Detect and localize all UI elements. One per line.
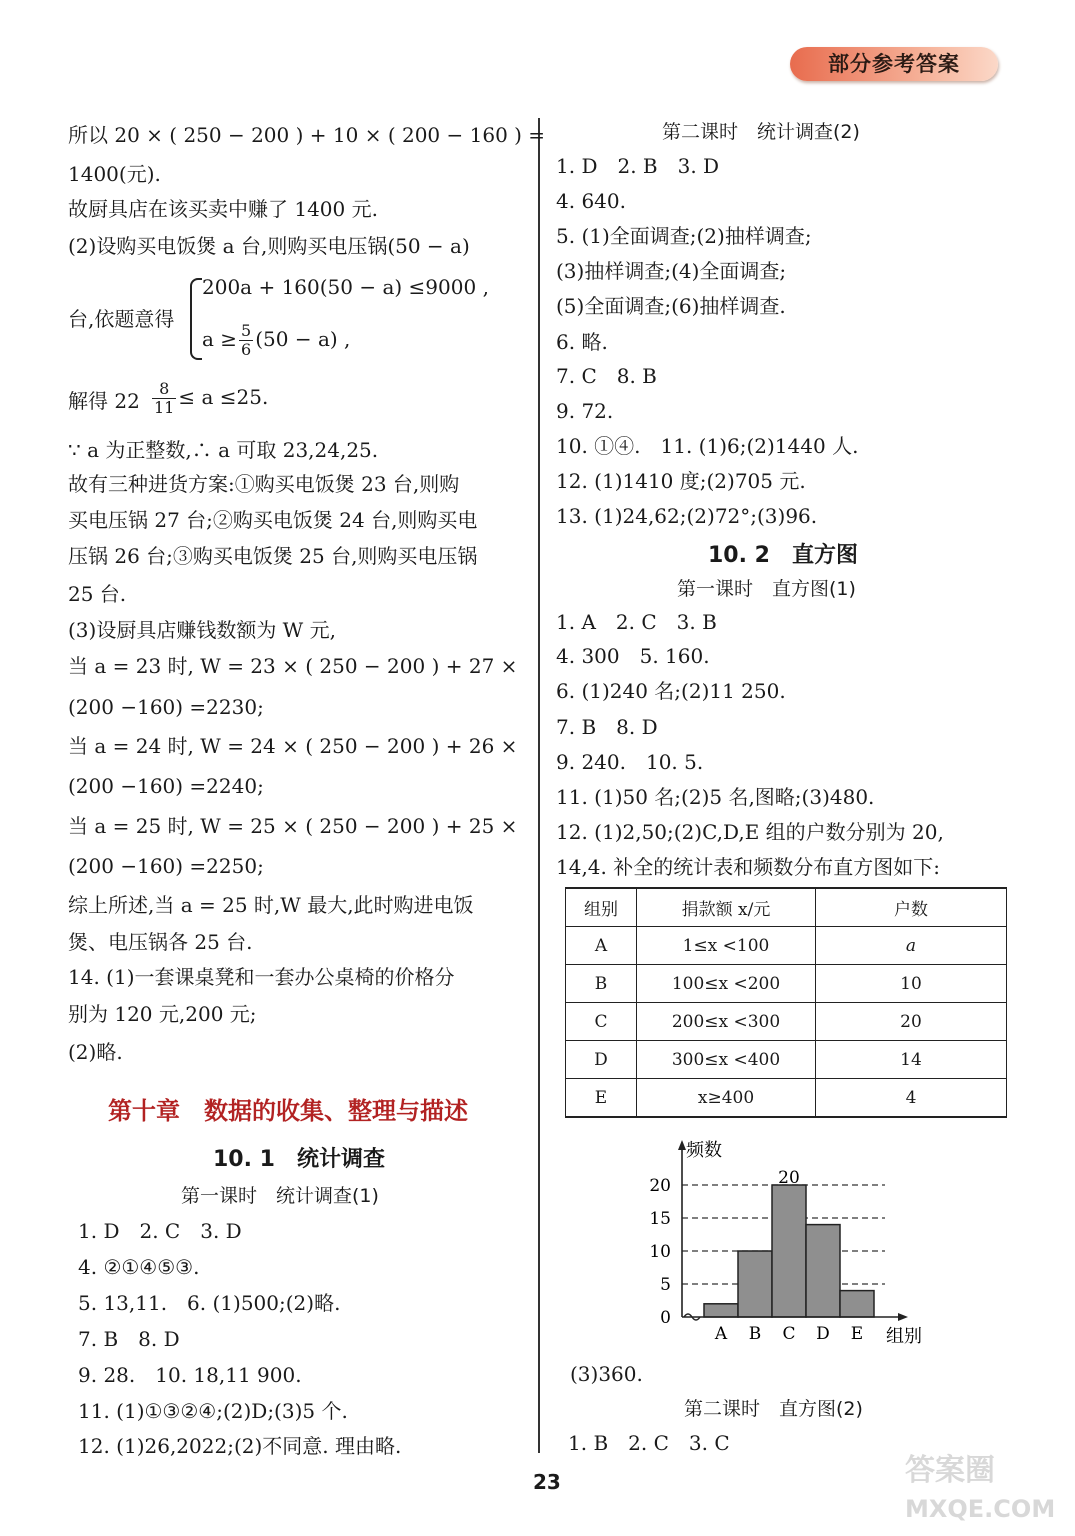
text-line: 所以 20 × ( 250 − 200 ) + 10 × ( 200 − 160 ) = xyxy=(68,123,546,147)
brace-line2-prefix: a ≥ xyxy=(202,327,238,351)
text-line: (2)设购买电饭煲 a 台,则购买电压锅(50 − a) xyxy=(68,234,470,258)
text-line: 9. 72. xyxy=(556,399,614,423)
text-line: 11. (1)50 名;(2)5 名,图略;(3)480. xyxy=(556,785,875,809)
fraction-denominator: 6 xyxy=(241,340,252,359)
text-line: (5)全面调查;(6)抽样调查. xyxy=(556,294,786,318)
header-tab-label: 部分参考答案 xyxy=(828,52,960,76)
text-line: (3)设厨具店赚钱数额为 W 元, xyxy=(68,618,336,642)
text-line: 综上所述,当 a = 25 时,W 最大,此时购进电饭 xyxy=(68,893,474,917)
text-line: 200a + 160(50 − a) ≤9000 , xyxy=(202,275,489,299)
y-axis-label: 频数 xyxy=(686,1140,722,1161)
table-cell: 10 xyxy=(816,965,1007,1003)
text-line: 煲、电压锅各 25 台. xyxy=(68,930,253,954)
section-10-2-title: 10. 2 直方图 xyxy=(708,543,858,568)
text-line: 当 a = 23 时, W = 23 × ( 250 − 200 ) + 27 × xyxy=(68,654,518,678)
table-cell: B xyxy=(566,965,637,1003)
x-tick-label: B xyxy=(748,1324,762,1344)
table-cell: x≥400 xyxy=(637,1079,816,1118)
text-line: 11. (1)①③②④;(2)D;(3)5 个. xyxy=(78,1399,348,1423)
header-tab xyxy=(790,47,998,81)
watermark-url: MXQE.COM xyxy=(905,1495,1056,1523)
histogram-bar xyxy=(772,1185,806,1317)
subsection-10-1-2-title: 第二课时 统计调查(2) xyxy=(662,121,860,143)
text-line: 压锅 26 台;③购买电饭煲 25 台,则购买电压锅 xyxy=(68,544,478,568)
x-tick-label: D xyxy=(816,1324,830,1344)
text-line: 5. (1)全面调查;(2)抽样调查; xyxy=(556,224,812,248)
text-line: 1. A 2. C 3. B xyxy=(556,610,717,634)
chapter-title: 第十章 数据的收集、整理与描述 xyxy=(108,1097,468,1125)
answer-3-360: (3)360. xyxy=(570,1362,643,1386)
table-cell: C xyxy=(566,1003,637,1041)
frequency-table xyxy=(565,887,1007,1118)
histogram-bar xyxy=(840,1291,874,1317)
text-line: 6. (1)240 名;(2)11 250. xyxy=(556,679,786,703)
x-tick-label: A xyxy=(714,1324,728,1344)
subsection-10-2-1-title: 第一课时 直方图(1) xyxy=(677,578,856,600)
text-line: 当 a = 25 时, W = 25 × ( 250 − 200 ) + 25 × xyxy=(68,814,518,838)
text-line: (200 −160) =2240; xyxy=(68,774,264,798)
text-line: 9. 240. 10. 5. xyxy=(556,750,704,774)
text-line: 别为 120 元,200 元; xyxy=(68,1002,257,1026)
fraction-5-6 xyxy=(239,322,253,359)
text-line: 解得 22 xyxy=(68,389,140,413)
text-line: (2)略. xyxy=(68,1040,123,1064)
y-tick-label: 20 xyxy=(649,1176,671,1196)
y-tick-label: 5 xyxy=(660,1275,671,1295)
subsection-10-2-2-title: 第二课时 直方图(2) xyxy=(684,1398,863,1420)
text-line: 故有三种进货方案:①购买电饭煲 23 台,则购 xyxy=(68,472,460,496)
table-cell: 14 xyxy=(816,1041,1007,1079)
table-cell: 1≤x <100 xyxy=(637,927,816,965)
watermark-logo: 答案圈 xyxy=(905,1453,995,1488)
text-line: 买电压锅 27 台;②购买电饭煲 24 台,则购买电 xyxy=(68,508,478,532)
text-line: 12. (1)26,2022;(2)不同意. 理由略. xyxy=(78,1434,402,1458)
text-line: (200 −160) =2230; xyxy=(68,695,264,719)
table-cell: 300≤x <400 xyxy=(637,1041,816,1079)
fraction-8-11 xyxy=(152,380,176,417)
text-line: 1. D 2. C 3. D xyxy=(78,1219,242,1243)
table-header: 捐款额 x/元 xyxy=(637,888,816,927)
histogram-bar xyxy=(806,1225,840,1317)
text-line: 7. B 8. D xyxy=(78,1327,180,1351)
text-line: 7. C 8. B xyxy=(556,364,657,388)
text-line: 14. (1)一套课桌凳和一套办公桌椅的价格分 xyxy=(68,965,455,989)
x-tick-label: C xyxy=(782,1324,796,1344)
table-row xyxy=(566,1079,1007,1118)
answer-line: 1. B 2. C 3. C xyxy=(568,1431,730,1455)
histogram-bar xyxy=(738,1251,772,1317)
y-axis-arrow xyxy=(678,1140,686,1150)
brace-line2-suffix: (50 − a) , xyxy=(255,327,351,351)
table-row xyxy=(566,1041,1007,1079)
column-divider xyxy=(538,118,540,1453)
bar-data-label: 20 xyxy=(778,1168,800,1188)
table-cell: 200≤x <300 xyxy=(637,1003,816,1041)
text-line: 1. D 2. B 3. D xyxy=(556,154,720,178)
table-cell: A xyxy=(566,927,637,965)
text-line: 台,依题意得 xyxy=(68,307,175,331)
solve-fraction-suffix: ≤ a ≤25. xyxy=(178,385,269,409)
text-line: 14,4. 补全的统计表和频数分布直方图如下: xyxy=(556,855,940,879)
table-header-row xyxy=(566,888,1007,927)
table-header: 组别 xyxy=(566,888,637,927)
y-tick-label: 15 xyxy=(649,1209,671,1229)
table-row xyxy=(566,927,1007,965)
text-line: 1400(元). xyxy=(68,162,161,186)
page-number: 23 xyxy=(533,1470,561,1494)
section-10-1-title: 10. 1 统计调查 xyxy=(213,1147,385,1172)
x-axis-arrow xyxy=(898,1313,908,1321)
fraction-denominator: 11 xyxy=(154,398,175,417)
histogram-bar xyxy=(704,1304,738,1317)
table-cell: D xyxy=(566,1041,637,1079)
x-axis-label: 组别 xyxy=(886,1326,922,1347)
text-line: 当 a = 24 时, W = 24 × ( 250 − 200 ) + 26 × xyxy=(68,734,518,758)
fraction-numerator: 5 xyxy=(241,321,252,340)
histogram-chart xyxy=(640,1132,940,1357)
text-line: (3)抽样调查;(4)全面调查; xyxy=(556,259,787,283)
table-cell: 20 xyxy=(816,1003,1007,1041)
subsection-10-1-1-title: 第一课时 统计调查(1) xyxy=(181,1185,379,1207)
table-header: 户数 xyxy=(816,888,1007,927)
text-line: 12. (1)2,50;(2)C,D,E 组的户数分别为 20, xyxy=(556,820,944,844)
text-line: 9. 28. 10. 18,11 900. xyxy=(78,1363,302,1387)
table-cell: 100≤x <200 xyxy=(637,965,816,1003)
text-line: 故厨具店在该买卖中赚了 1400 元. xyxy=(68,197,378,221)
fraction-numerator: 8 xyxy=(152,380,176,399)
text-line: 7. B 8. D xyxy=(556,715,658,739)
text-line: 12. (1)1410 度;(2)705 元. xyxy=(556,469,806,493)
text-line: (200 −160) =2250; xyxy=(68,854,264,878)
table-cell: a xyxy=(816,927,1007,965)
text-line: 4. 640. xyxy=(556,189,626,213)
text-line: 13. (1)24,62;(2)72°;(3)96. xyxy=(556,504,818,528)
text-line: 4. 300 5. 160. xyxy=(556,644,710,668)
y-tick-label: 0 xyxy=(660,1308,671,1328)
solve-fraction-line xyxy=(150,380,268,417)
text-line: 10. ①④. 11. (1)6;(2)1440 人. xyxy=(556,434,859,458)
system-brace xyxy=(190,278,202,360)
table-cell: 4 xyxy=(816,1079,1007,1118)
table-row xyxy=(566,965,1007,1003)
text-line: 4. ②①④⑤③. xyxy=(78,1255,200,1279)
x-tick-label: E xyxy=(850,1324,864,1344)
brace-second-line xyxy=(202,322,350,359)
y-tick-label: 10 xyxy=(649,1242,671,1262)
text-line: 6. 略. xyxy=(556,330,608,354)
table-row xyxy=(566,1003,1007,1041)
text-line: 5. 13,11. 6. (1)500;(2)略. xyxy=(78,1291,341,1315)
text-line: 25 台. xyxy=(68,582,127,606)
text-line: ∵ a 为正整数,∴ a 可取 23,24,25. xyxy=(68,438,379,462)
table-cell: E xyxy=(566,1079,637,1118)
